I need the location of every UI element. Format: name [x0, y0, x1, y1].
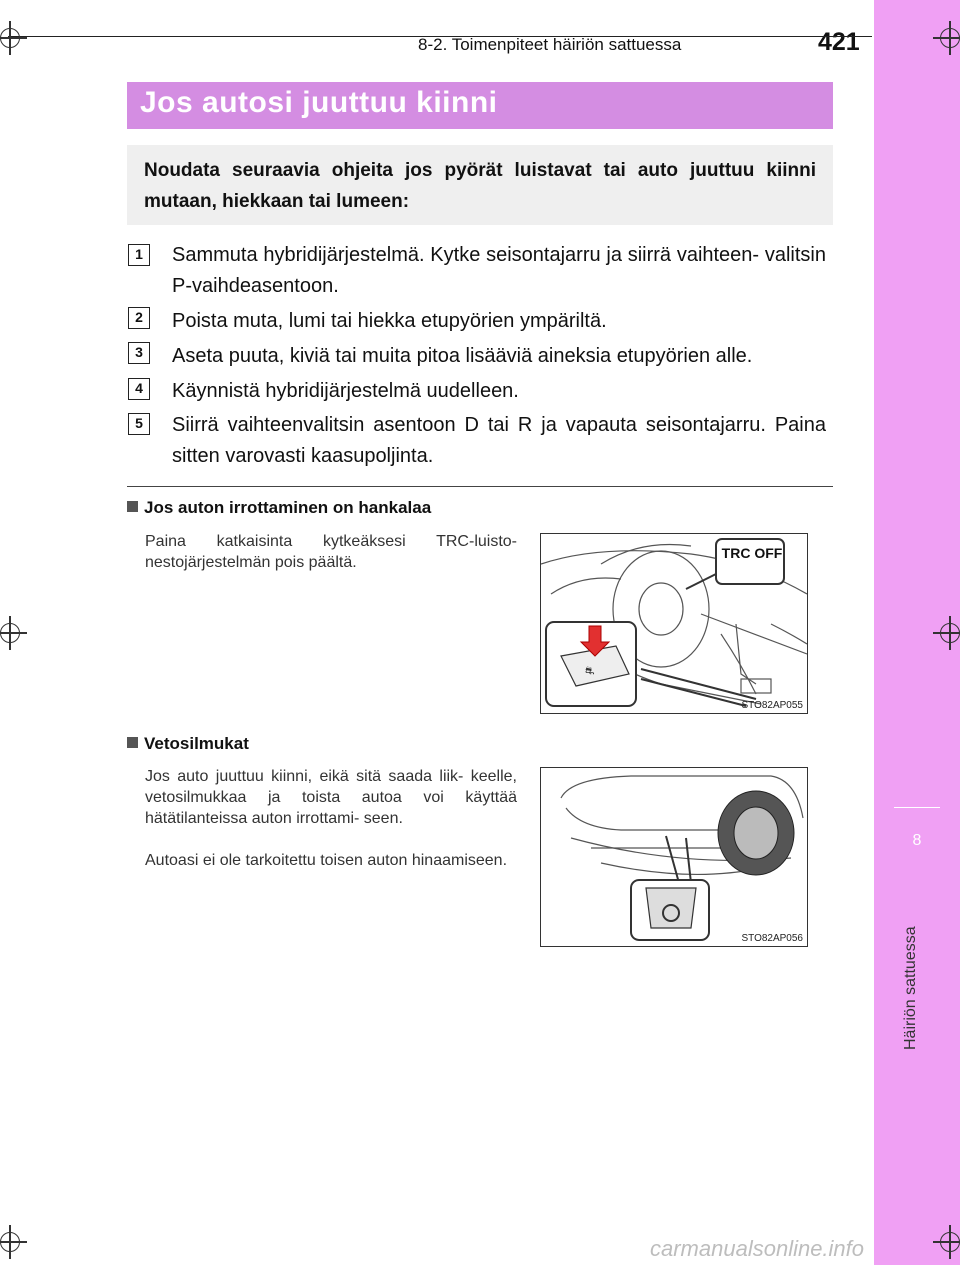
step-text: Poista muta, lumi tai hiekka etupyörien ympäriltä.	[172, 310, 607, 332]
section-separator	[127, 486, 833, 487]
trc-off-callout: TRC OFF	[721, 545, 783, 561]
subsection-text: Paina katkaisinta kytkeäksesi TRC-luisto- nestojärjestelmän pois päältä.	[145, 533, 517, 571]
step-text: Käynnistä hybridijärjestelmä uudelleen.	[172, 380, 519, 402]
step-text: Siirrä vaihteenvalitsin asentoon D tai R ja vapauta seisontajarru. Paina sitten varovasti kaasupoljinta.	[172, 414, 826, 467]
header-rule	[8, 36, 872, 37]
car-underside-illustration	[541, 768, 807, 946]
subsection-text-2: Autoasi ei ole tarkoitettu toisen auton hinaamiseen.	[145, 852, 508, 869]
watermark: carmanualsonline.info	[650, 1236, 865, 1261]
subsection-text: Jos auto juuttuu kiinni, eikä sitä saada liik- keelle, vetosilmukkaa ja toista autoa voi käyttää hätätilanteissa auton irrottami- seen.	[145, 768, 517, 827]
section-title: 8-2. Toimenpiteet häiriön sattuessa	[418, 35, 682, 54]
page-title: Jos autosi juuttuu kiinni	[140, 86, 498, 119]
registration-mark-icon	[940, 28, 960, 48]
subsection-heading-text: Vetosilmukat	[144, 734, 249, 753]
registration-mark-icon	[940, 623, 960, 643]
step-text: Sammuta hybridijärjestelmä. Kytke seisontajarru ja siirrä vaihteen- valitsin P-vaihdeasentoon.	[172, 244, 826, 297]
subsection-heading-text: Jos auton irrottaminen on hankalaa	[144, 498, 432, 517]
step-number-badge: 4	[128, 378, 150, 400]
figure-code: STO82AP055	[741, 700, 803, 711]
registration-mark-icon	[0, 1232, 20, 1252]
chapter-number: 8	[912, 832, 922, 849]
step-number-badge: 3	[128, 342, 150, 364]
square-bullet-icon	[127, 737, 138, 748]
registration-mark-icon	[0, 28, 20, 48]
intro-text: Noudata seuraavia ohjeita jos pyörät luistavat tai auto juuttuu kiinni mutaan, hiekkaan tai lumeen:	[144, 160, 816, 212]
square-bullet-icon	[127, 501, 138, 512]
registration-mark-icon	[0, 623, 20, 643]
subsection-heading	[127, 734, 249, 754]
towing-eye-figure	[540, 767, 808, 947]
tab-divider	[894, 807, 940, 808]
page-number: 421	[818, 28, 860, 56]
step-number-badge: 5	[128, 413, 150, 435]
step-text: Aseta puuta, kiviä tai muita pitoa lisääviä aineksia etupyörien alle.	[172, 345, 753, 367]
registration-mark-icon	[940, 1232, 960, 1252]
trc-switch-figure	[540, 533, 808, 714]
intro-box	[127, 145, 833, 225]
step-number-badge: 1	[128, 244, 150, 266]
subsection-heading	[127, 498, 431, 518]
figure-code: STO82AP056	[741, 933, 803, 944]
chapter-label: Häiriön sattuessa	[902, 926, 919, 1050]
svg-text:⛐: ⛐	[585, 664, 595, 677]
step-number-badge: 2	[128, 307, 150, 329]
